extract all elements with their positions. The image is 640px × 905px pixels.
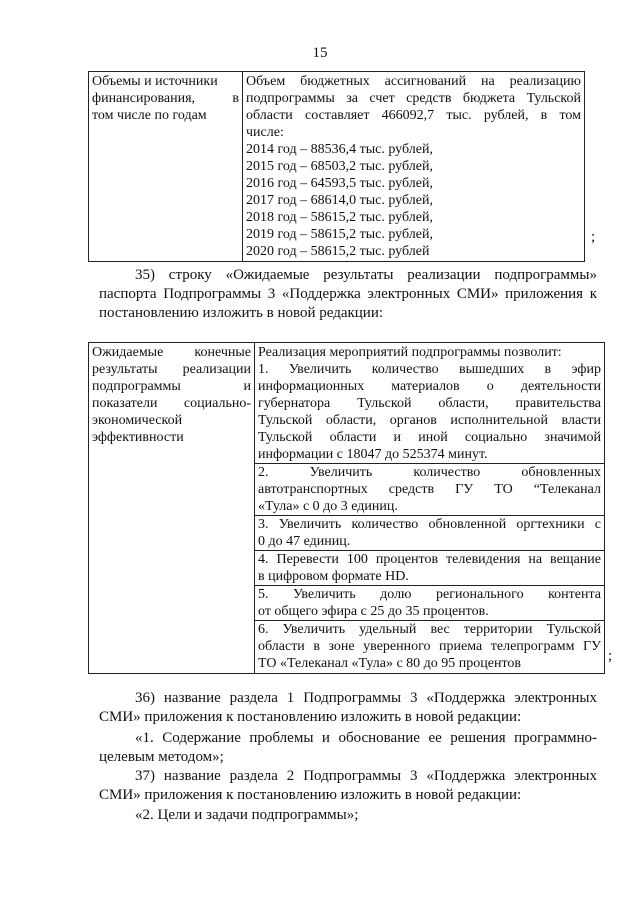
year-line: 2018 год – 58615,2 тыс. рублей, bbox=[246, 210, 433, 225]
financing-text-line: Объем бюджетных ассигнований на реализацию bbox=[246, 74, 581, 89]
year-line: 2017 год – 68614,0 тыс. рублей, bbox=[246, 193, 433, 208]
result-line: в цифровом формате HD. bbox=[258, 569, 409, 584]
results-label-line: экономической bbox=[92, 413, 183, 428]
table-end-semicolon: ; bbox=[608, 648, 613, 664]
results-value-cell bbox=[255, 343, 605, 674]
result-line: 5. Увеличить долю регионального контента bbox=[258, 587, 601, 602]
year-line: 2019 год – 58615,2 тыс. рублей, bbox=[246, 227, 433, 242]
page-number: 15 bbox=[312, 45, 328, 61]
result-item-3 bbox=[255, 515, 604, 550]
result-line: «Тула» с 0 до 3 единиц. bbox=[258, 499, 398, 514]
paragraph-line: целевым методом»; bbox=[99, 749, 224, 765]
result-line: 2. Увеличить количество обновленных bbox=[258, 465, 601, 480]
paragraph-line: «2. Цели и задачи подпрограммы»; bbox=[135, 807, 359, 823]
paragraph-37 bbox=[99, 767, 597, 805]
result-line: губернатора Тульской области, правительства bbox=[258, 396, 601, 411]
paragraph-line: СМИ» приложения к постановлению изложить в новой редакции: bbox=[99, 787, 522, 803]
result-line: 6. Увеличить удельный вес территории Тульской bbox=[258, 622, 601, 637]
financing-value-cell bbox=[243, 72, 585, 262]
result-line: информации с 18047 до 525374 минут. bbox=[258, 447, 488, 462]
financing-table bbox=[88, 71, 585, 262]
paragraph-line: СМИ» приложения к постановлению изложить в новой редакции: bbox=[99, 709, 522, 725]
quote-section-1 bbox=[99, 729, 597, 767]
financing-text-line: области составляет 466092,7 тыс. рублей, в том bbox=[246, 108, 581, 123]
result-line: 3. Увеличить количество обновленной оргтехники с bbox=[258, 517, 601, 532]
paragraph-35 bbox=[99, 266, 597, 323]
result-line: от общего эфира с 25 до 35 процентов. bbox=[258, 604, 489, 619]
paragraph-line: паспорта Подпрограммы 3 «Поддержка электронных СМИ» приложения к bbox=[99, 286, 597, 302]
paragraph-line: 35) строку «Ожидаемые результаты реализации подпрограммы» bbox=[135, 267, 597, 283]
expected-results-table bbox=[88, 342, 605, 674]
results-label-line: Ожидаемые конечные bbox=[92, 345, 251, 360]
result-line: 4. Перевести 100 процентов телевидения на вещание bbox=[258, 552, 601, 567]
year-line: 2015 год – 68503,2 тыс. рублей, bbox=[246, 159, 433, 174]
financing-text-line: подпрограммы за счет средств бюджета Тульской bbox=[246, 91, 581, 106]
result-line: Тульской области и иной социально значимой bbox=[258, 430, 601, 445]
financing-label-line: том числе по годам bbox=[92, 108, 207, 123]
result-line: автотранспортных средств ГУ ТО “Телеканал bbox=[258, 482, 601, 497]
paragraph-line: постановлению изложить в новой редакции: bbox=[99, 305, 384, 321]
result-line: информационных материалов о деятельности bbox=[258, 379, 601, 394]
year-line: 2014 год – 88536,4 тыс. рублей, bbox=[246, 142, 433, 157]
year-line: 2020 год – 58615,2 тыс. рублей bbox=[246, 244, 430, 259]
result-line: области в зоне уверенного приема телепрограмм ГУ bbox=[258, 639, 601, 654]
result-line: Тульской области, органов исполнительной власти bbox=[258, 413, 601, 428]
results-label-line: подпрограммы и bbox=[92, 379, 251, 394]
quote-section-2 bbox=[99, 806, 597, 825]
financing-label-cell bbox=[89, 72, 243, 262]
result-item-1 bbox=[258, 361, 601, 463]
results-label-line: результаты реализации bbox=[92, 362, 251, 377]
results-label-cell bbox=[89, 343, 255, 674]
paragraph-36 bbox=[99, 689, 597, 727]
paragraph-line: 37) название раздела 2 Подпрограммы 3 «Поддержка электронных bbox=[135, 768, 597, 784]
year-line: 2016 год – 64593,5 тыс. рублей, bbox=[246, 176, 433, 191]
results-label-line: эффективности bbox=[92, 430, 184, 445]
results-intro: Реализация мероприятий подпрограммы позволит: bbox=[258, 345, 562, 360]
result-item-2 bbox=[255, 463, 604, 515]
paragraph-line: 36) название раздела 1 Подпрограммы 3 «Поддержка электронных bbox=[135, 690, 597, 706]
result-line: 1. Увеличить количество вышедших в эфир bbox=[258, 362, 601, 377]
result-item-6 bbox=[255, 620, 604, 672]
result-line: 0 до 47 единиц. bbox=[258, 534, 351, 549]
financing-label-line: финансирования, в bbox=[92, 91, 239, 106]
result-item-4 bbox=[255, 550, 604, 585]
financing-label-line: Объемы и источники bbox=[92, 74, 218, 89]
results-label-line: показатели социально- bbox=[92, 396, 251, 411]
result-item-5 bbox=[255, 585, 604, 620]
table-end-semicolon: ; bbox=[591, 229, 596, 245]
financing-text-line: числе: bbox=[246, 125, 284, 140]
paragraph-line: «1. Содержание проблемы и обоснование ее решения программно- bbox=[135, 730, 597, 746]
result-line: ТО «Телеканал «Тула» с 80 до 95 процентов bbox=[258, 656, 522, 671]
